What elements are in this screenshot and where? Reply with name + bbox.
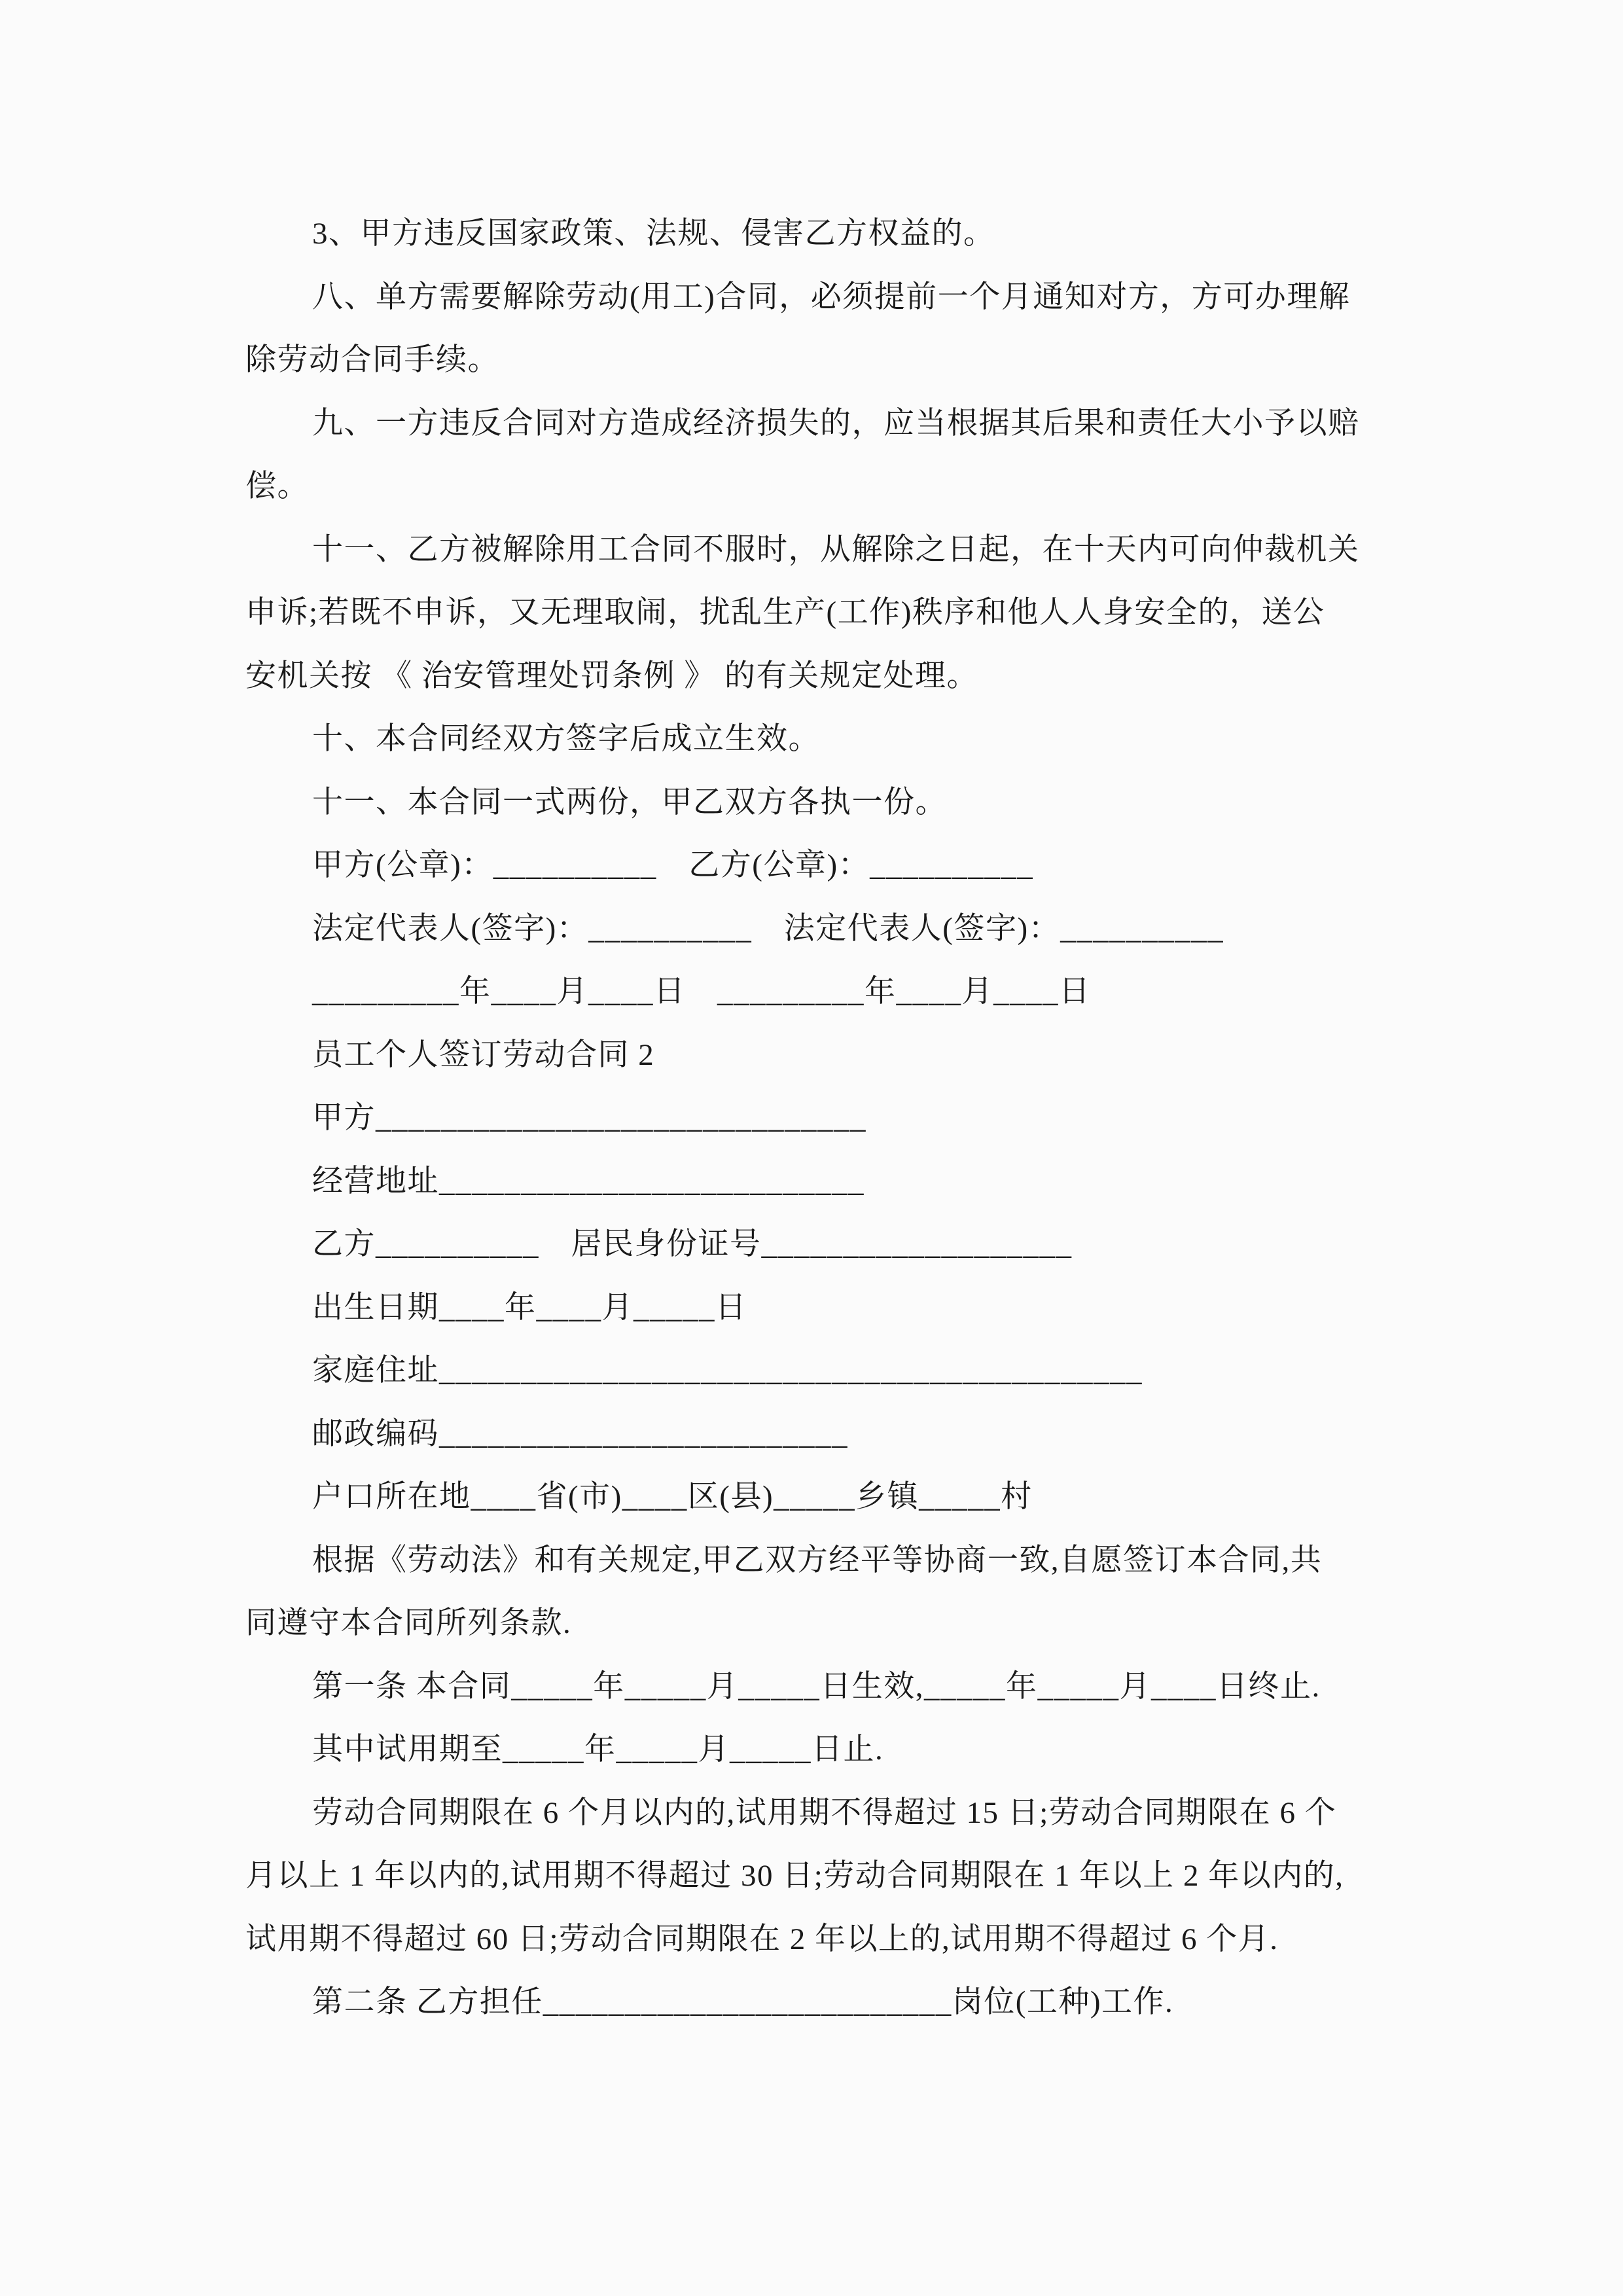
- party-a-seal-line: 甲方(公章)：__________ 乙方(公章)：__________: [312, 848, 1034, 882]
- contract-line: 十、本合同经双方签字后成立生效。: [312, 722, 820, 756]
- signature-date-line: _________年____月____日 _________年____月____日: [312, 975, 1091, 1009]
- contract-line: 试用期不得超过 60 日;劳动合同期限在 2 年以上的,试用期不得超过 6 个月.: [245, 1922, 1279, 1956]
- household-registration-line: 户口所在地____省(市)____区(县)_____乡镇_____村: [312, 1480, 1033, 1514]
- section-title: 员工个人签订劳动合同 2: [312, 1037, 655, 1072]
- contract-line: 安机关按 《 治安管理处罚条例 》 的有关规定处理。: [245, 658, 978, 693]
- contract-line: 九、一方违反合同对方造成经济损失的，应当根据其后果和责任大小予以赔: [312, 406, 1360, 440]
- contract-line: 劳动合同期限在 6 个月以内的,试用期不得超过 15 日;劳动合同期限在 6 个: [312, 1795, 1337, 1830]
- contract-line: 十一、乙方被解除用工合同不服时，从解除之日起，在十天内可向仲裁机关: [312, 532, 1360, 567]
- party-a-blank-line: 甲方______________________________: [312, 1101, 866, 1135]
- contract-line: 3、甲方违反国家政策、法规、侵害乙方权益的。: [312, 217, 995, 251]
- probation-period-line: 其中试用期至_____年_____月_____日止.: [312, 1732, 884, 1767]
- business-address-line: 经营地址__________________________: [312, 1164, 865, 1198]
- contract-document-page: [245, 202, 1387, 2034]
- legal-representative-line: 法定代表人(签字)：__________ 法定代表人(签字)：__________: [312, 911, 1224, 946]
- article-2-line: 第二条 乙方担任_________________________岗位(工种)工作.: [312, 1985, 1174, 2019]
- contract-line: 申诉;若既不申诉，又无理取闹，扰乱生产(工作)秩序和他人人身安全的，送公: [245, 596, 1325, 630]
- party-b-id-line: 乙方__________ 居民身份证号___________________: [312, 1227, 1073, 1261]
- contract-line: 除劳动合同手续。: [245, 343, 499, 377]
- contract-line: 八、单方需要解除劳动(用工)合同，必须提前一个月通知对方，方可办理解: [312, 279, 1351, 314]
- birth-date-line: 出生日期____年____月_____日: [312, 1290, 747, 1325]
- contract-line: 根据《劳动法》和有关规定,甲乙双方经平等协商一致,自愿签订本合同,共: [312, 1543, 1323, 1577]
- contract-line: 偿。: [245, 469, 309, 503]
- postal-code-line: 邮政编码_________________________: [312, 1416, 848, 1451]
- contract-line: 十一、本合同一式两份，甲乙双方各执一份。: [312, 785, 947, 819]
- contract-line: 同遵守本合同所列条款.: [245, 1606, 572, 1640]
- home-address-line: 家庭住址___________________________________________: [312, 1354, 1143, 1388]
- article-1-line: 第一条 本合同_____年_____月_____日生效,_____年_____月____日终止.: [312, 1669, 1321, 1704]
- contract-line: 月以上 1 年以内的,试用期不得超过 30 日;劳动合同期限在 1 年以上 2 年以内的,: [245, 1859, 1344, 1893]
